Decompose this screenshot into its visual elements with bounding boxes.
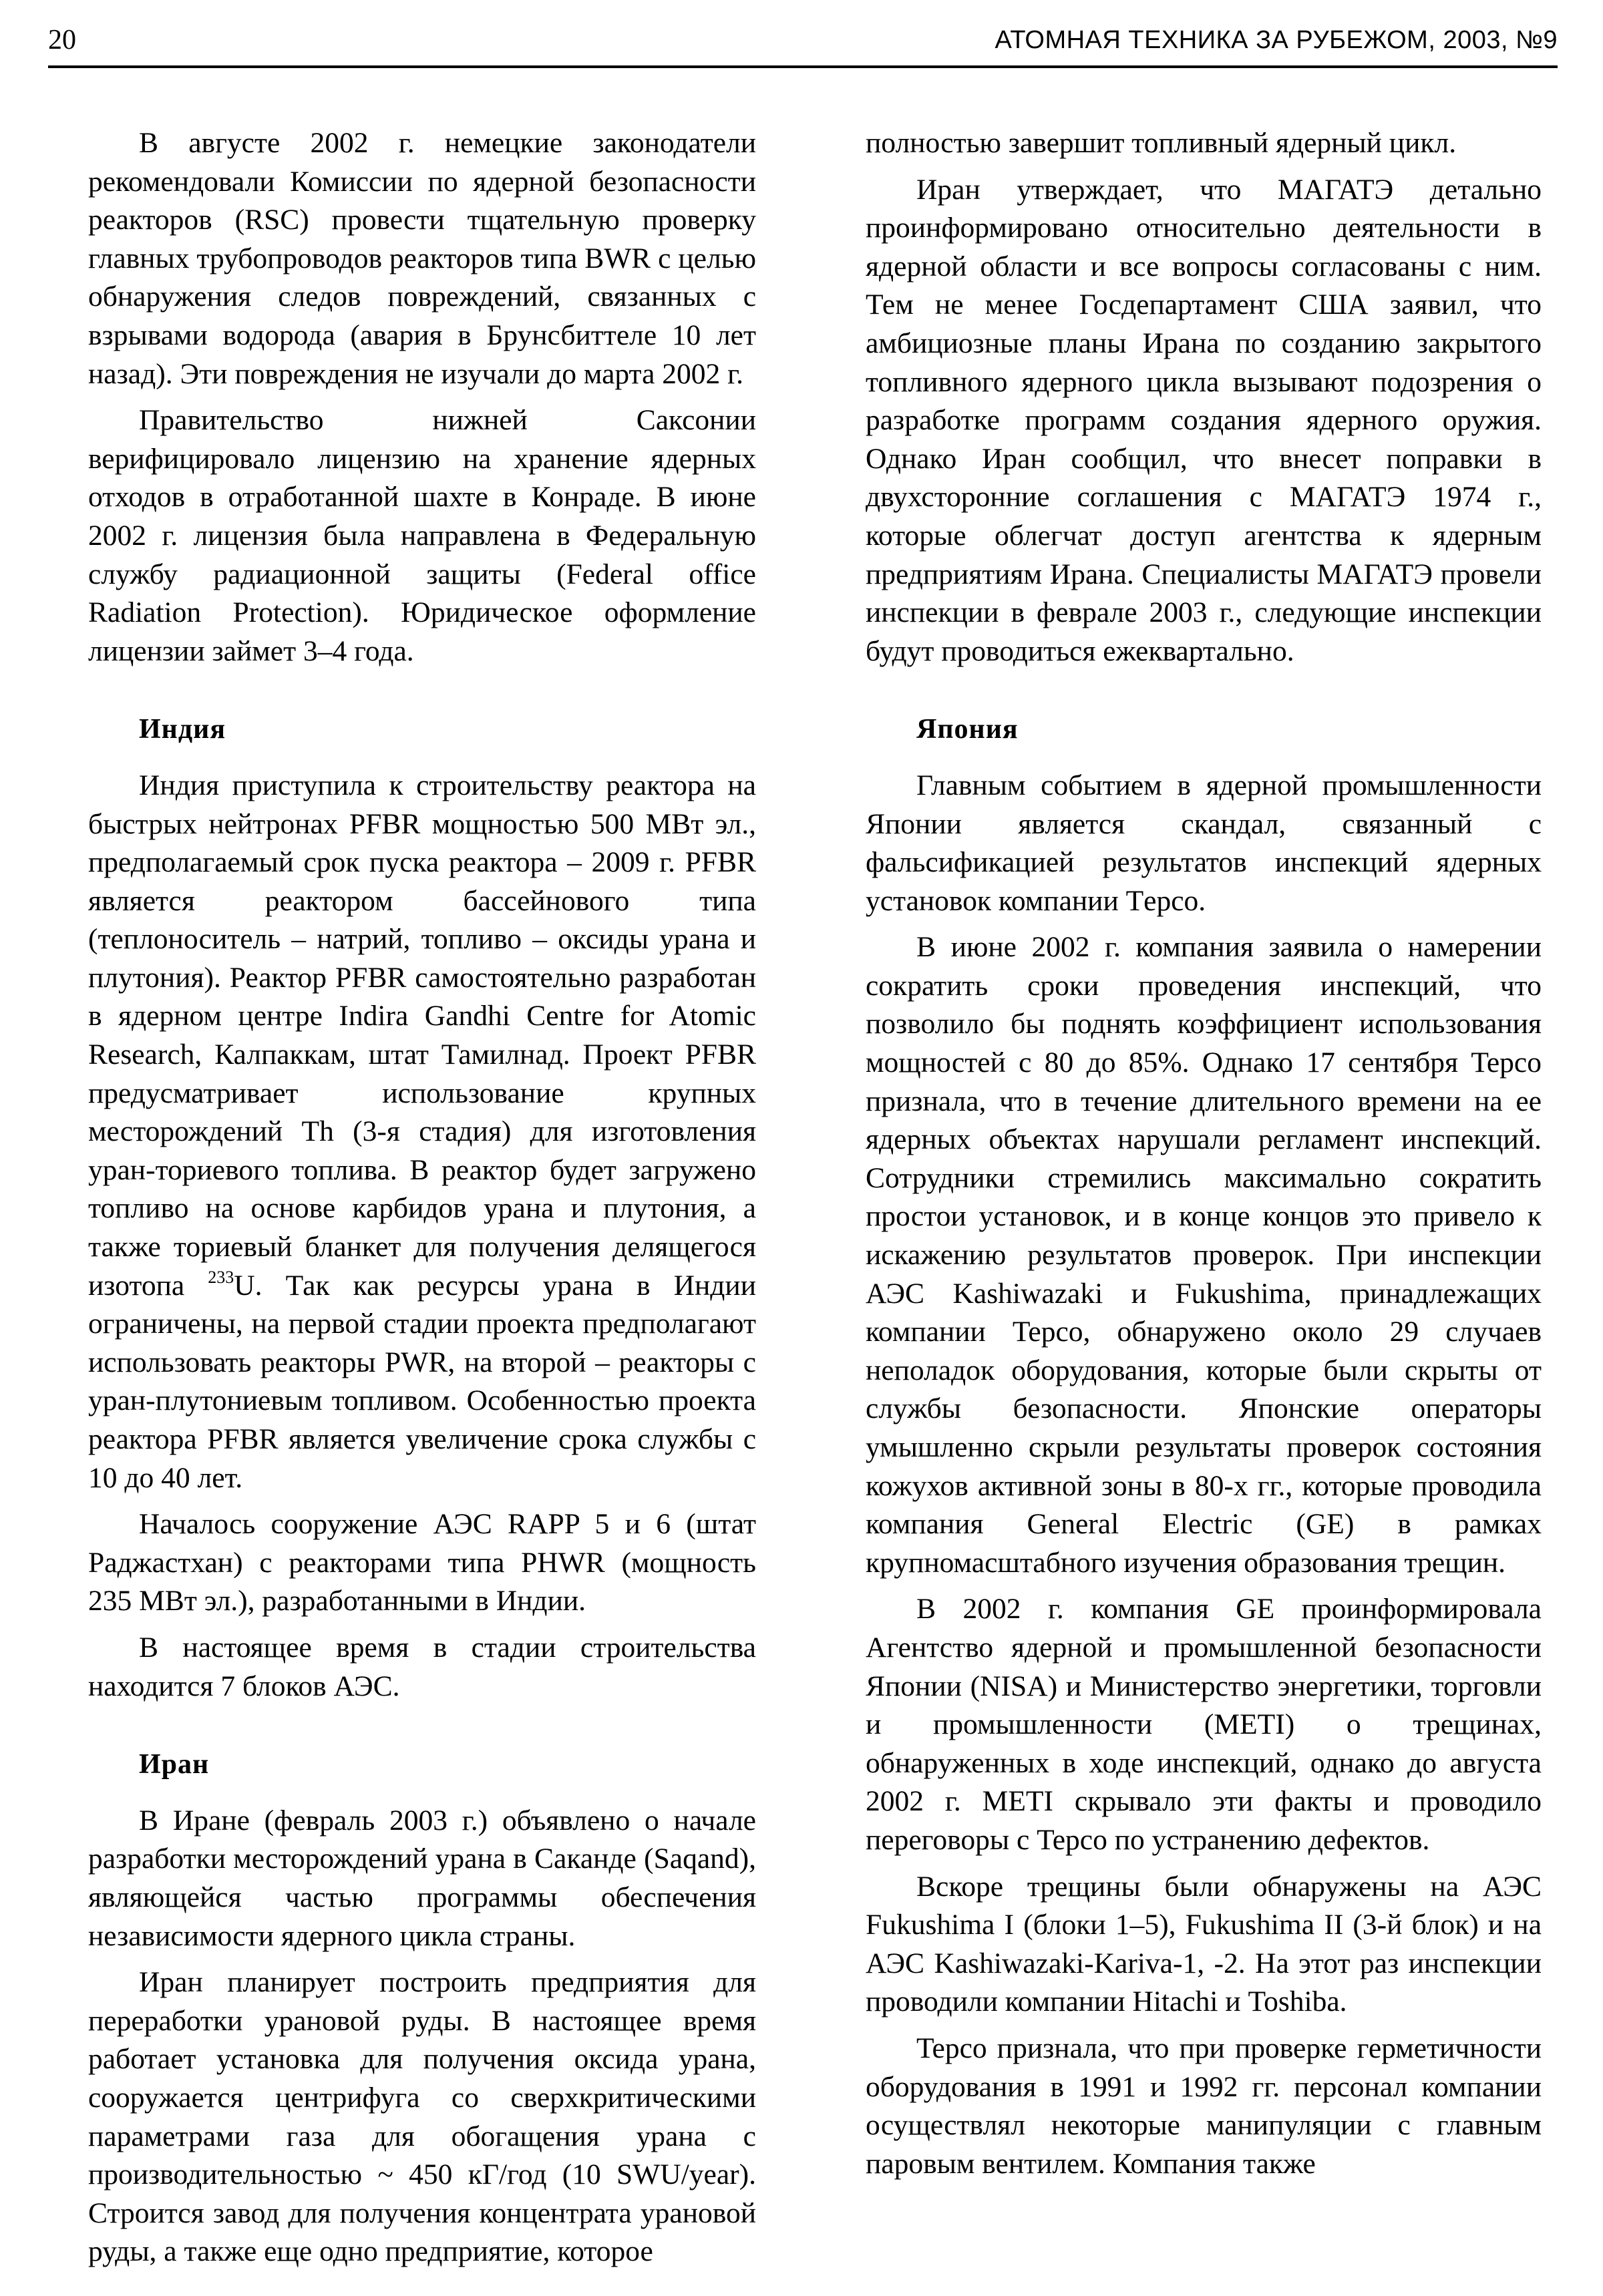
paragraph: Правительство нижней Саксонии верифицировало лицензию на хранение ядерных отходов в отработанной шахте в Конраде. В июне 2002 г. лицензия была направлена в Федеральную службу радиационной защиты (Federal office Radiation Protection). Юридическое оформление лицензии займет 3–4 года. <box>88 404 756 667</box>
section-heading-iran: Иран <box>139 1749 210 1780</box>
page-number: 20 <box>48 25 76 55</box>
section-heading-japan: Япония <box>916 714 1019 745</box>
section-heading-india: Индия <box>139 714 226 745</box>
paragraph-continued: полностью завершит топливный ядерный цикл. <box>866 127 1457 159</box>
header-rule <box>48 65 1558 68</box>
running-head: АТОМНАЯ ТЕХНИКА ЗА РУБЕЖОМ, 2003, №9 <box>995 26 1558 54</box>
page-header <box>48 20 1558 60</box>
paragraph <box>88 767 756 1497</box>
paragraph: В Иране (февраль 2003 г.) объявлено о начале разработки месторождений урана в Саканде (Saqand), являющейся частью программы обеспечения независимости ядерного цикла страны. <box>88 1804 756 1952</box>
paragraph-text: Индия приступила к строительству реактора на быстрых нейтронах PFBR мощностью 500 МВт эл., предполагаемый срок пуска реактора – 2009 г. PFBR является реактором бассейнового типа (теплоноситель – натрий, топливо – оксиды урана и плутония). Реактор PFBR самостоятельно разработан в ядерном центре Indira Gandhi Centre for Atomic Research, Калпаккам, штат Тамилнад. Проект PFBR предусматривает использование крупных месторождений Th (3-я стадия) для изготовления уран-ториевого топлива. В реактор будет загружено топливо на основе карбидов урана и плутония, а также ториевый бланкет для получения делящегося изотопа <box>88 769 756 1302</box>
isotope-mass-number: 233 <box>208 1267 234 1287</box>
left-column <box>88 124 756 2271</box>
paragraph: Иран планирует построить предприятия для переработки урановой руды. В настоящее время работает установка для получения оксида урана, сооружается центрифуга со сверхкритическими параметрами газа для обогащения урана с производительностью ~ 450 кГ/год (10 SWU/year). Строится завод для получения концентрата урановой руды, а также еще одно предприятие, которое <box>88 1966 756 2268</box>
paragraph: В августе 2002 г. немецкие законодатели рекомендовали Комиссии по ядерной безопасности реакторов (RSC) провести тщательную проверку главных трубопроводов реакторов типа BWR с целью обнаружения следов повреждений, связанных с взрывами водорода (авария в Брунсбиттеле 10 лет назад). Эти повреждения не изучали до марта 2002 г. <box>88 127 756 390</box>
paragraph: В июне 2002 г. компания заявила о намерении сократить сроки проведения инспекций, что позволило бы поднять коэффициент использования мощностей с 80 до 85%. Однако 17 сентября Tepco признала, что в течение длительного времени на ее ядерных объектах нарушали регламент инспекций. Сотрудники стремились максимально сократить простои установок, и в конце концов это привело к искажению результатов проверок. При инспекции АЭС Kashiwazaki и Fukushima, принадлежащих компании Tepco, обнаружено около 29 случаев неполадок оборудования, которые были скрыты от службы безопасности. Японские операторы умышленно скрыли результаты проверок состояния кожухов активной зоны в 80-х гг., которые проводила компания General Electric (GE) в рамках крупномасштабного изучения образования трещин. <box>866 931 1542 1579</box>
paragraph: Иран утверждает, что МАГАТЭ детально проинформировано относительно деятельности в ядерной области и все вопросы согласованы с ним. Тем не менее Госдепартамент США заявил, что амбициозные планы Ирана по созданию закрытого топливного ядерного цикла вызывают подозрения о разработке программ создания ядерного оружия. Однако Иран сообщил, что внесет поправки в двухсторонние соглашения с МАГАТЭ 1974 г., которые облегчат доступ агентства к ядерным предприятиям Ирана. Специалисты МАГАТЭ провели инспекции в феврале 2003 г., следующие инспекции будут проводиться ежеквартально. <box>866 173 1542 667</box>
paragraph: Вскоре трещины были обнаружены на АЭС Fukushima I (блоки 1–5), Fukushima II (3-й блок) и на АЭС Kashiwazaki-Kariva-1, -2. На этот раз инспекции проводили компании Hitachi и Toshiba. <box>866 1870 1542 2018</box>
paragraph: В настоящее время в стадии строительства находится 7 блоков АЭС. <box>88 1631 756 1702</box>
paragraph: Началось сооружение АЭС RAPP 5 и 6 (штат Раджастхан) с реакторами типа PHWR (мощность 235 МВт эл.), разработанными в Индии. <box>88 1508 756 1617</box>
paragraph: В 2002 г. компания GE проинформировала Агентство ядерной и промышленной безопасности Японии (NISA) и Министерство энергетики, торговли и промышленности (METI) о трещинах, обнаруженных в ходе инспекций, однако до августа 2002 г. METI скрывало эти факты и проводило переговоры с Tepco по устранению дефектов. <box>866 1593 1542 1856</box>
paragraph-text: U. Так как ресурсы урана в Индии ограничены, на первой стадии проекта предполагают использовать реакторы PWR, на второй – реакторы с уран-плутониевым топливом. Особенностью проекта реактора PFBR является увеличение срока службы с 10 до 40 лет. <box>88 1269 756 1494</box>
right-column <box>866 124 1542 2183</box>
paragraph: Главным событием в ядерной промышленности Японии является скандал, связанный с фальсификацией результатов инспекций ядерных установок компании Тepco. <box>866 769 1542 917</box>
paragraph: Tepco признала, что при проверке герметичности оборудования в 1991 и 1992 гг. персонал компании осуществлял некоторые манипуляции с главным паровым вентилем. Компания также <box>866 2032 1542 2180</box>
